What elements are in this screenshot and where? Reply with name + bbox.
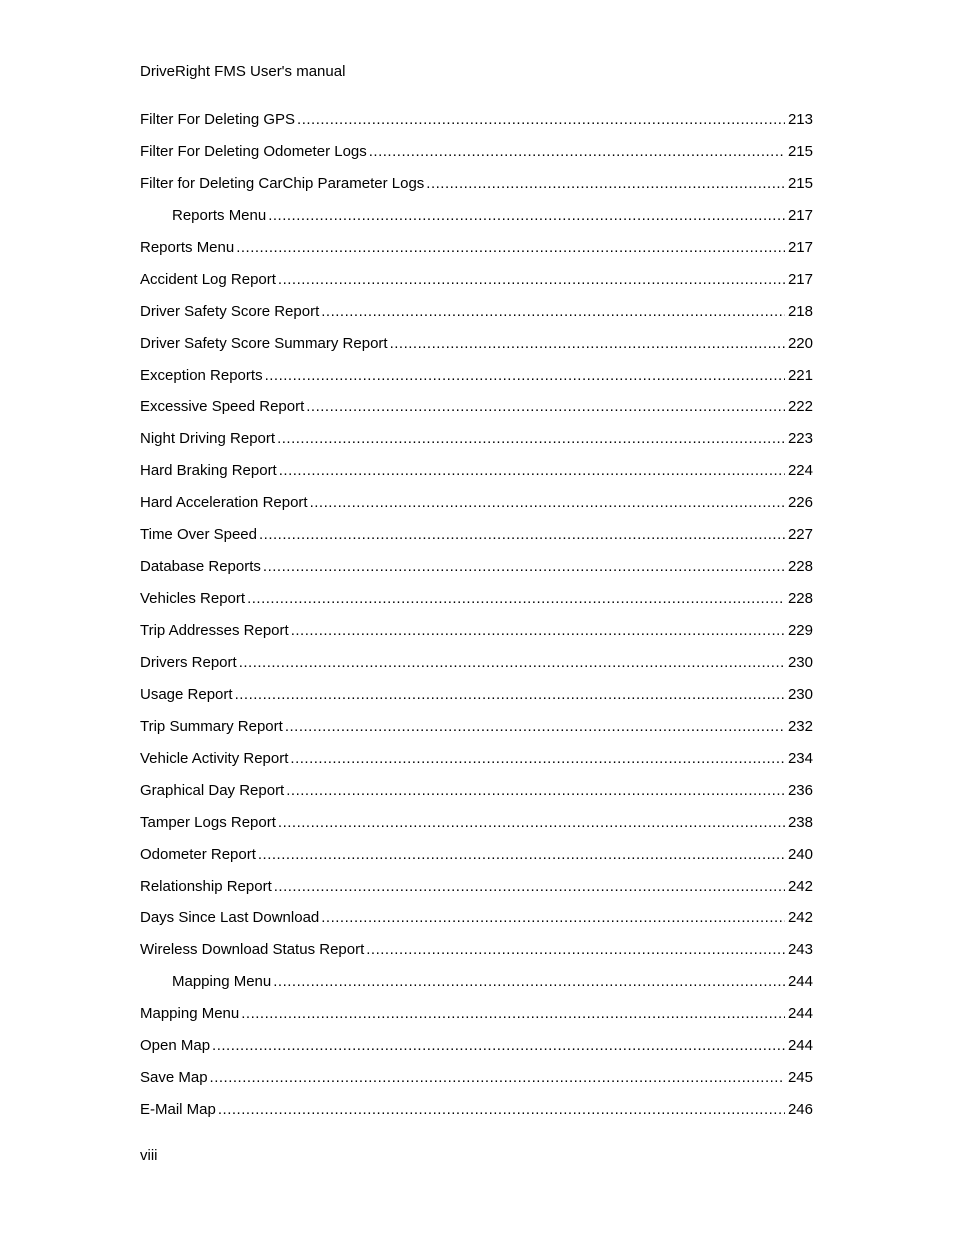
toc-dot-leader: [258, 845, 785, 865]
toc-dot-leader: [263, 557, 785, 577]
toc-entry[interactable]: [140, 749, 813, 781]
toc-entry-title: Relationship Report: [140, 877, 272, 895]
toc-entry-title: Open Map: [140, 1037, 211, 1055]
toc-entry-page-number: 215: [787, 142, 813, 160]
toc-dot-leader: [235, 685, 785, 705]
toc-entry-page-number: 245: [787, 1069, 813, 1087]
toc-entry-page-number: 232: [787, 717, 813, 735]
toc-entry[interactable]: [140, 366, 813, 398]
toc-dot-leader: [212, 1036, 785, 1056]
toc-entry-page-number: 234: [787, 749, 813, 767]
toc-entry-page-number: 228: [787, 558, 813, 576]
toc-entry-page-number: 230: [787, 685, 813, 703]
toc-entry[interactable]: [140, 461, 813, 493]
toc-entry-page-number: 243: [787, 941, 813, 959]
toc-entry-page-number: 246: [787, 1101, 813, 1119]
toc-entry-page-number: 230: [787, 653, 813, 671]
toc-entry[interactable]: [140, 174, 813, 206]
toc-entry[interactable]: [140, 1004, 813, 1036]
toc-entry-title: Mapping Menu: [172, 973, 272, 991]
toc-entry-page-number: 244: [787, 1005, 813, 1023]
toc-entry-title: Save Map: [140, 1069, 208, 1087]
toc-entry[interactable]: [140, 1036, 813, 1068]
toc-entry-page-number: 213: [787, 111, 813, 128]
toc-entry-title: Drivers Report: [140, 653, 237, 671]
toc-entry[interactable]: [140, 877, 813, 909]
toc-dot-leader: [247, 589, 785, 609]
toc-entry-page-number: 240: [787, 845, 813, 863]
toc-entry-page-number: 236: [787, 781, 813, 799]
toc-dot-leader: [297, 110, 785, 130]
toc-entry-title: Days Since Last Download: [140, 909, 320, 927]
toc-dot-leader: [390, 334, 785, 354]
toc-entry-title: Odometer Report: [140, 845, 256, 863]
toc-entry-page-number: 220: [787, 334, 813, 352]
toc-dot-leader: [369, 142, 785, 162]
toc-dot-leader: [285, 717, 785, 737]
toc-dot-leader: [278, 270, 785, 290]
toc-entry-title: Trip Summary Report: [140, 717, 283, 735]
toc-entry[interactable]: [140, 589, 813, 621]
toc-entry-page-number: 226: [787, 494, 813, 512]
toc-entry[interactable]: [140, 206, 813, 238]
toc-entry-title: Trip Addresses Report: [140, 622, 289, 639]
toc-dot-leader: [366, 940, 785, 960]
toc-entry-title: Accident Log Report: [140, 270, 276, 288]
toc-entry-title: Mapping Menu: [140, 1005, 240, 1023]
toc-dot-leader: [265, 366, 785, 386]
toc-dot-leader: [241, 1004, 785, 1024]
toc-entry[interactable]: [140, 493, 813, 525]
toc-entry[interactable]: [140, 334, 813, 366]
toc-entry[interactable]: [140, 525, 813, 557]
toc-entry[interactable]: [140, 270, 813, 302]
toc-dot-leader: [273, 972, 785, 992]
toc-dot-leader: [278, 813, 785, 833]
toc-entry[interactable]: [140, 429, 813, 461]
page-number: viii: [140, 1147, 158, 1164]
toc-entry-page-number: 228: [787, 590, 813, 608]
toc-entry[interactable]: [140, 940, 813, 972]
toc-entry-page-number: 217: [787, 238, 813, 256]
toc-entry-title: Filter for Deleting CarChip Parameter Logs: [140, 174, 425, 192]
toc-dot-leader: [426, 174, 785, 194]
toc-entry[interactable]: [140, 653, 813, 685]
toc-entry[interactable]: [140, 621, 813, 653]
toc-entry-page-number: 222: [787, 398, 813, 416]
toc-entry-page-number: 217: [787, 206, 813, 224]
toc-entry-title: E-Mail Map: [140, 1101, 216, 1119]
toc-entry[interactable]: [140, 717, 813, 749]
toc-entry-page-number: 242: [787, 909, 813, 927]
toc-entry-title: Tamper Logs Report: [140, 813, 276, 831]
toc-entry-page-number: 221: [787, 366, 813, 384]
toc-entry[interactable]: [140, 1100, 813, 1132]
toc-dot-leader: [268, 206, 785, 226]
toc-entry-title: Filter For Deleting GPS: [140, 111, 296, 128]
toc-entry-title: Vehicles Report: [140, 590, 246, 608]
toc-entry[interactable]: [140, 557, 813, 589]
toc-entry-title: Reports Menu: [172, 206, 267, 224]
toc-entry-title: Vehicle Activity Report: [140, 749, 289, 767]
toc-dot-leader: [236, 238, 785, 258]
toc-entry-page-number: 224: [787, 462, 813, 480]
toc-dot-leader: [286, 781, 785, 801]
toc-entry-title: Night Driving Report: [140, 430, 276, 448]
toc-entry-page-number: 217: [787, 270, 813, 288]
toc-entry[interactable]: [140, 1068, 813, 1100]
toc-entry-title: Hard Braking Report: [140, 462, 277, 480]
toc-entry[interactable]: [140, 397, 813, 429]
toc-dot-leader: [291, 621, 785, 641]
toc-dot-leader: [218, 1100, 785, 1120]
toc-entry-page-number: 238: [787, 813, 813, 831]
toc-dot-leader: [277, 429, 785, 449]
toc-entry-title: Driver Safety Score Report: [140, 302, 320, 320]
toc-entry-page-number: 227: [787, 526, 813, 544]
toc-entry-title: Exception Reports: [140, 366, 263, 384]
toc-entry[interactable]: [140, 302, 813, 334]
toc-entry[interactable]: [140, 908, 813, 940]
toc-entry[interactable]: [140, 142, 813, 174]
toc-entry-title: Excessive Speed Report: [140, 398, 305, 416]
toc-entry-page-number: 244: [787, 973, 813, 991]
toc-entry-title: Wireless Download Status Report: [140, 941, 365, 959]
toc-dot-leader: [310, 493, 785, 513]
toc-dot-leader: [321, 908, 785, 928]
toc-dot-leader: [321, 302, 785, 322]
toc-dot-leader: [239, 653, 785, 673]
toc-entry[interactable]: [140, 110, 813, 142]
page-header: DriveRight FMS User's manual: [140, 63, 346, 80]
toc-entry-title: Driver Safety Score Summary Report: [140, 334, 388, 352]
toc-dot-leader: [210, 1068, 785, 1088]
toc-entry-page-number: 229: [787, 622, 813, 639]
toc-entry-page-number: 215: [787, 174, 813, 192]
toc-entry-page-number: 218: [787, 302, 813, 320]
toc-dot-leader: [279, 461, 785, 481]
toc-dot-leader: [306, 397, 785, 417]
toc-dot-leader: [274, 877, 785, 897]
toc-entry[interactable]: [140, 972, 813, 1004]
toc-entry-page-number: 223: [787, 430, 813, 448]
toc-entry-title: Database Reports: [140, 558, 261, 576]
toc-entry-page-number: 244: [787, 1037, 813, 1055]
toc-entry[interactable]: [140, 813, 813, 845]
toc-dot-leader: [290, 749, 785, 769]
toc-entry-title: Filter For Deleting Odometer Logs: [140, 142, 367, 160]
toc-entry-title: Reports Menu: [140, 238, 235, 256]
toc-entry-page-number: 242: [787, 877, 813, 895]
toc-entry-title: Time Over Speed: [140, 526, 257, 544]
toc-entry[interactable]: [140, 685, 813, 717]
toc-entry-title: Usage Report: [140, 685, 233, 703]
table-of-contents: [140, 110, 813, 1132]
toc-entry[interactable]: [140, 238, 813, 270]
toc-entry[interactable]: [140, 781, 813, 813]
toc-entry-title: Hard Acceleration Report: [140, 494, 308, 512]
toc-entry[interactable]: [140, 845, 813, 877]
toc-dot-leader: [259, 525, 785, 545]
toc-entry-title: Graphical Day Report: [140, 781, 285, 799]
